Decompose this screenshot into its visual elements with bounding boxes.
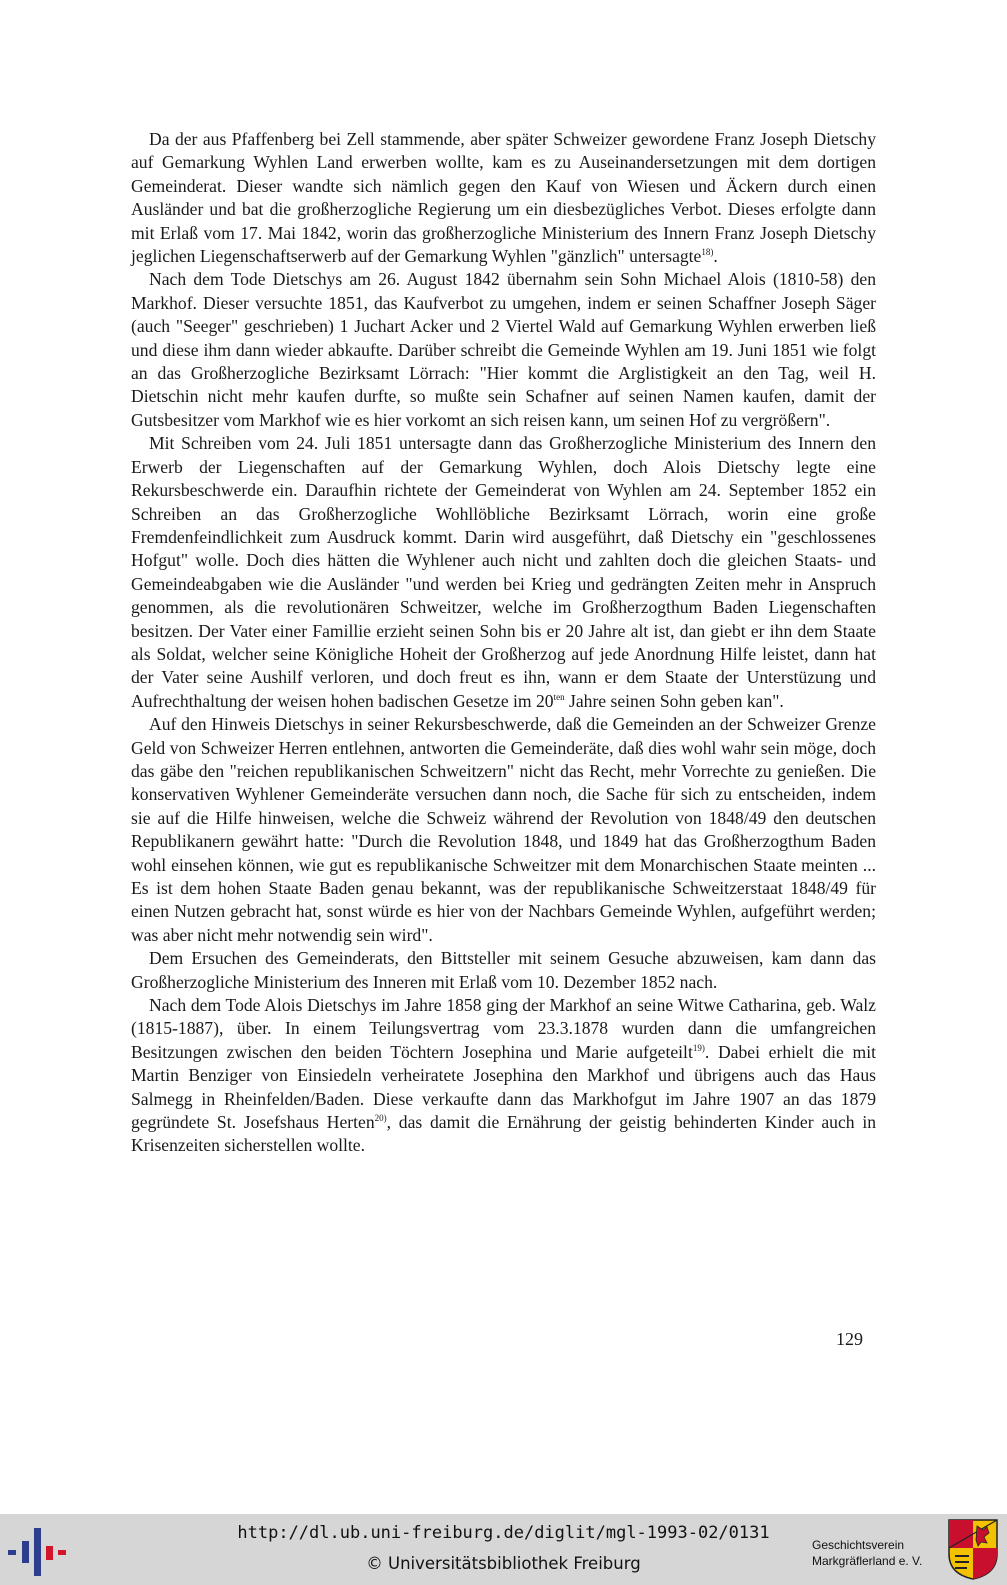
- article-body: [131, 128, 876, 1158]
- society-name-line-2: Markgräflerland e. V.: [812, 1554, 923, 1568]
- paragraph-5: Dem Ersuchen des Gemeinderats, den Bittsteller mit seinem Gesuche abzuweisen, kam dann das Großherzogliche Ministerium des Inneren mit Erlaß vom 10. Dezember 1852 nach.: [131, 948, 876, 992]
- society-name-line-1: Geschichtsverein: [812, 1538, 905, 1552]
- paragraph-1: Da der aus Pfaffenberg bei Zell stammende, aber später Schweizer gewordene Franz Joseph Dietschy auf Gemarkung Wyhlen Land erwerben wollte, kam es zu Auseinandersetzungen mit dem dortigen Gemeinderat. Dieser wandte sich nämlich gegen den Kauf von Wiesen und Äckern durch einen Ausländer und bat die großherzogliche Regierung um ein diesbezügliches Verbot. Dieses erfolgte dann mit Erlaß vom 17. Mai 1842, worin das großherzogliche Ministerium des Innern Franz Joseph Dietschy jeglichen Liegenschaftserwerb auf der Gemarkung Wyhlen "gänzlich" untersagte$^{18)}$.: [131, 129, 876, 267]
- paragraph-2: Nach dem Tode Dietschys am 26. August 1842 übernahm sein Sohn Michael Alois (1810-58) den Markhof. Dieser versuchte 1851, das Kaufverbot zu umgehen, indem er seinen Schaffner Joseph Säger (auch "Seeger" geschrieben) 1 Juchart Acker und 2 Viertel Wald auf Gemarkung Wyhlen erwerben ließ und diese ihm dann wieder abkaufte. Darüber schreibt die Gemeinde Wyhlen am 19. Juni 1851 wie folgt an das Großherzogliche Bezirksamt Lörrach: "Hier kommt die Arglistigkeit an den Tag, weil H. Dietschin nicht mehr kaufen durfte, so mußte sein Schafner auf seinen Namen kaufen, damit der Gutsbesitzer vom Markhof wie es hier vorkomt an sich reisen kann, um seinen Hof zu vergrößern".: [131, 269, 876, 430]
- footnote-ref-18: 18): [701, 247, 714, 258]
- paragraph-3: Mit Schreiben vom 24. Juli 1851 untersagte dann das Großherzogliche Ministerium des Innern den Erwerb der Liegenschaften auf der Gemarkung Wyhlen, doch Alois Dietschy legte eine Rekursbeschwerde ein. Daraufhin richtete der Gemeinderat von Wyhlen am 24. September 1852 ein Schreiben an das Großherzogliche Wohllöbliche Bezirksamt Lörrach, worin eine große Fremdenfeindlichkeit zum Ausdruck kommt. Darin wird ausgeführt, daß Dietschy ein "geschlossenes Hofgut" wolle. Doch dies hätten die Wyhlener auch nicht und zahlten doch die gleichen Staats- und Gemeindeabgaben wie die Ausländer "und werden bei Krieg und gedrängten Zeiten mehr in Anspruch genommen, als die revolutionären Schweitzer, welche im Großherzogthum Baden Liegenschaften besitzen. Der Vater einer Famillie erzieht seinen Sohn bis er 20 Jahre alt ist, dan giebt er ihn dem Staate als Soldat, welcher seine Königliche Hoheit der Großherzog auf jede Anordnung Hilfe leistet, dann hat der Vater seine Aushilf verloren, und doch freut es ihn, wann er dem Staate der Unterstüzung und Aufrechthaltung der weisen hohen badischen Gesetze im $20^{ten}$ Jahre seinen Sohn geben kan".: [131, 433, 876, 711]
- page-number: 129: [836, 1329, 863, 1349]
- society-name: [812, 1537, 947, 1569]
- superscript-ten: ten: [553, 691, 565, 702]
- paragraph-4: Auf den Hinweis Dietschys in seiner Rekursbeschwerde, daß die Gemeinden an der Schweizer Grenze Geld von Schweizer Herren entlehnen, antworten die Gemeinderäte, daß dies wohl wahr sein möge, doch das gäbe den "reichen republikanischen Schweitzern" nicht das Recht, mehr Vorrechte zu genießen. Die konservativen Wyhlener Gemeinderäte versuchen dann noch, die Sache für sich zu entscheiden, indem sie auf die Hilfe hinweisen, welche die Schweiz während der Revolution von 1848/49 den deutschen Republikanern gewährt hatte: "Durch die Revolution 1848, und 1849 hat das Großherzogthum Baden wohl einsehen können, wie gut es republikanische Schweitzer mit dem Monarchischen Staate meinten ... Es ist dem hohen Staate Baden genau bekannt, was der republikanische Schweitzerstaat 1848/49 für einen Nutzen gebracht hat, sonst würde es hier von der Nachbars Gemeinde Wyhlen, aufgeführt werden; was aber nicht mehr notwendig sein wird".: [131, 714, 876, 945]
- footer-bar: [0, 1514, 1007, 1585]
- coat-of-arms-icon: [947, 1518, 999, 1581]
- footnote-ref-19: 19): [692, 1042, 705, 1053]
- footer-url-link[interactable]: http://dl.ub.uni-freiburg.de/diglit/mgl-1993-02/0131: [237, 1523, 770, 1543]
- footnote-ref-20: 20): [374, 1113, 387, 1124]
- paragraph-6: Nach dem Tode Alois Dietschys im Jahre 1858 ging der Markhof an seine Witwe Catharina, geb. Walz (1815-1887), über. In einem Teilungsvertrag vom 23.3.1878 wurden dann die umfangreichen Besitzungen zwischen den beiden Töchtern Josephina und Marie aufgeteilt$^{19)}$. Dabei erhielt die mit Martin Benziger von Einsiedeln verheiratete Josephina den Markhof und übrigens auch das Haus Salmegg in Rheinfelden/Baden. Diese verkaufte dann das Markhofgut im Jahre 1907 an das 1879 gegründete St. Josefshaus Herten$^{20)}$, das damit die Ernährung der geistig behinderten Kinder auch in Krisenzeiten sicherstellen wollte.: [131, 995, 877, 1156]
- footer-copyright: © Universitätsbibliothek Freiburg: [366, 1554, 641, 1573]
